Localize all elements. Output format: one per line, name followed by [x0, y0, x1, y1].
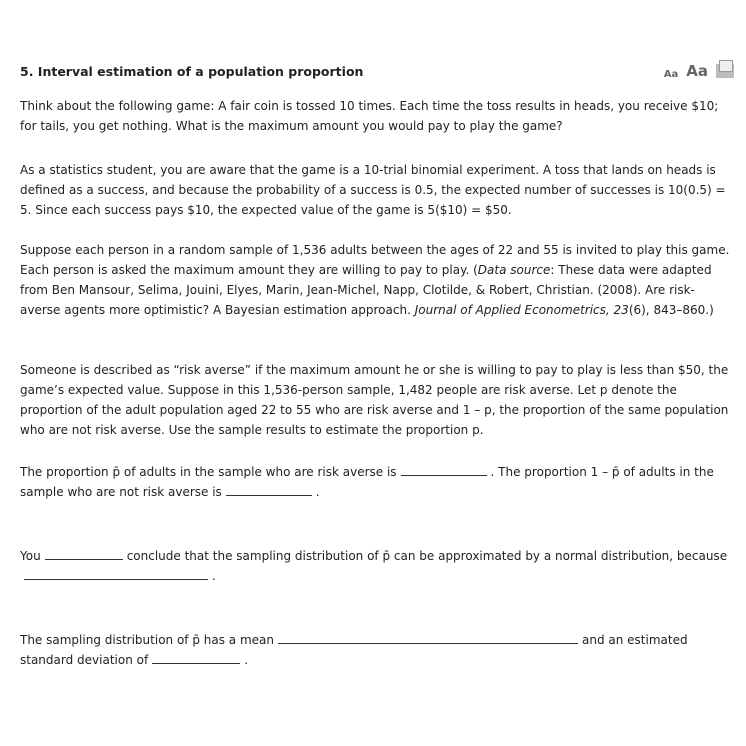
question-proportions	[20, 462, 732, 502]
toolbar	[664, 62, 734, 80]
sample-paragraph	[20, 240, 732, 320]
text: Suppose each person in a random sample of 1,536 adults between the ages of 22 and 55 is invited to play this game. Each person is asked the maximum amount they are willing to pay to play. (	[20, 243, 730, 277]
question-normal	[20, 546, 732, 586]
text: You	[20, 549, 41, 563]
text: . The proportion 1 – p̄ of adults in the sample who are not risk averse is	[20, 465, 714, 499]
p-bar-dropdown[interactable]	[401, 463, 487, 476]
text: .	[315, 485, 320, 499]
text: : These data were adapted from Ben Mansour, Selima, Jouini, Elyes, Marin, Jean-Michel, Napp, Clotilde, & Robert, Christian. (2008). Are risk-averse agents more optimistic? A Bayesian estimation approach.	[20, 263, 712, 317]
section-title: 5. Interval estimation of a population proportion	[20, 64, 364, 79]
journal-name: Journal of Applied Econometrics, 23	[414, 303, 629, 317]
risk-averse-paragraph: Someone is described as “risk averse” if the maximum amount he or she is willing to pay to play is less than $50, the game’s expected value. Suppose in this 1,536-person sample, 1,482 people are risk averse. Let p denote the proportion of the adult population aged 22 to 55 who are risk averse and 1 – p, the proportion of the same population who are not risk averse. Use the sample results to estimate the proportion p.	[20, 363, 729, 437]
intro-paragraph: Think about the following game: A fair coin is tossed 10 times. Each time the toss results in heads, you receive $10; for tails, you get nothing. What is the maximum amount you would pay to play the game?	[20, 99, 719, 133]
text: The sampling distribution of p̄ has a mean	[20, 633, 274, 647]
text: The proportion p̄ of adults in the sample who are risk averse is	[20, 465, 397, 479]
text: .	[212, 569, 216, 583]
increase-font-button[interactable]: Aa	[686, 62, 708, 80]
one-minus-p-bar-dropdown[interactable]	[226, 483, 312, 496]
text: and an estimated standard deviation of	[20, 633, 688, 667]
question-mean-sd	[20, 630, 732, 670]
binomial-paragraph: As a statistics student, you are aware that the game is a 10-trial binomial experiment. A toss that lands on heads is defined as a success, and because the probability of a success is 0.5, the expected number of successes is 10(0.5) = 5. Since each success pays $10, the expected value of the game is 5($10) = $50.	[20, 163, 726, 217]
text: conclude that the sampling distribution of p̄ can be approximated by a normal distribution, because	[126, 549, 728, 563]
mean-dropdown[interactable]	[278, 631, 578, 644]
std-dev-dropdown[interactable]	[152, 651, 240, 664]
can-cannot-dropdown[interactable]	[45, 547, 123, 560]
decrease-font-button[interactable]: Aa	[663, 69, 679, 80]
text: (6), 843–860.)	[628, 303, 714, 317]
text: Data source	[477, 263, 551, 277]
print-icon[interactable]	[716, 64, 734, 78]
text: .	[244, 653, 249, 667]
because-dropdown[interactable]	[24, 567, 208, 580]
